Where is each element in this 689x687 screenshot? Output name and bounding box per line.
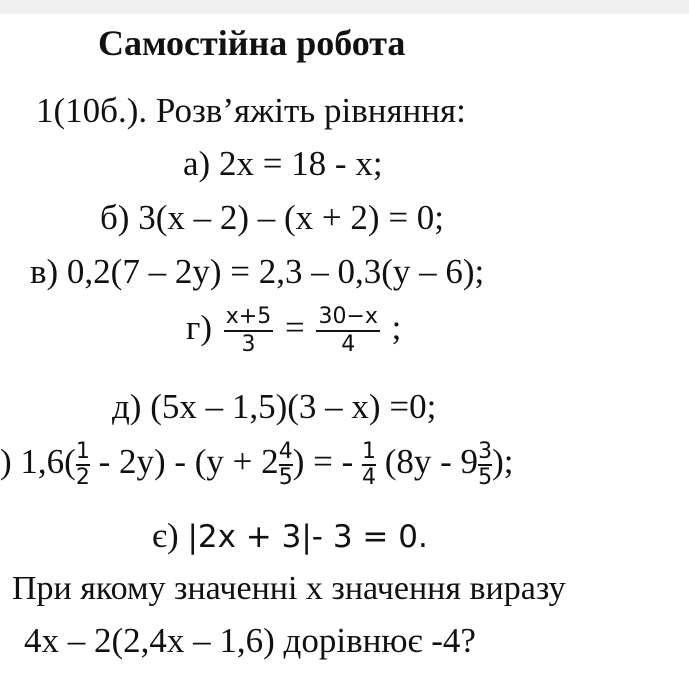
equation-v: в) 0,2(7 – 2у) = 2,3 – 0,3(у – 6);	[30, 252, 485, 291]
equation-a: а) 2х = 18 - х;	[183, 144, 383, 183]
fraction-three-fifths	[478, 440, 492, 490]
task1-heading: 1(10б.). Розв’яжіть рівняння:	[36, 91, 466, 130]
fraction-four-fifths	[279, 440, 293, 490]
fraction-denominator: 2	[75, 465, 90, 490]
equation-ye-prefix: є)	[152, 516, 179, 555]
fraction-denominator: 5	[278, 465, 293, 490]
equation-e-part5: );	[492, 442, 514, 482]
equation-ye-expression: |2x + 3|- 3 = 0.	[187, 519, 428, 555]
fraction-numerator: 3	[478, 439, 493, 464]
fraction-right-denominator: 4	[341, 332, 356, 357]
equation-e	[0, 440, 513, 490]
fraction-left-denominator: 3	[241, 332, 256, 357]
equation-b: б) 3(х – 2) – (х + 2) = 0;	[100, 198, 445, 237]
equation-e-part1: ) 1,6(	[0, 442, 76, 482]
fraction-left-numerator: x+5	[224, 304, 273, 332]
fraction-numerator: 1	[362, 439, 376, 464]
fraction-one-half	[76, 440, 90, 490]
fraction-right-numerator: 30−x	[316, 304, 379, 332]
equation-d: д) (5х – 1,5)(3 – х) =0;	[112, 387, 437, 426]
fraction-left	[224, 304, 273, 358]
fraction-denominator: 4	[362, 465, 376, 490]
equals-sign: =	[284, 308, 305, 348]
top-bar	[0, 0, 689, 14]
task2-line2: 4х – 2(2,4х – 1,6) дорівнює -4?	[24, 621, 476, 660]
fraction-one-quarter	[362, 440, 376, 490]
fraction-numerator: 1	[75, 439, 90, 464]
equation-e-part4: (8у - 9	[384, 442, 479, 482]
page-title: Самостійна робота	[98, 23, 406, 63]
equation-e-part2: - 2у) - (у + 2	[98, 442, 279, 482]
task2-line1: При якому значенні х значення виразу	[12, 570, 566, 607]
equation-e-part3: ) = -	[292, 442, 354, 482]
equation-g-prefix: г)	[186, 308, 213, 348]
equation-ye	[152, 515, 428, 558]
equation-g-suffix: ;	[391, 308, 402, 348]
fraction-right	[316, 304, 379, 358]
equation-g	[186, 304, 401, 358]
fraction-denominator: 5	[478, 465, 493, 490]
fraction-numerator: 4	[278, 439, 293, 464]
